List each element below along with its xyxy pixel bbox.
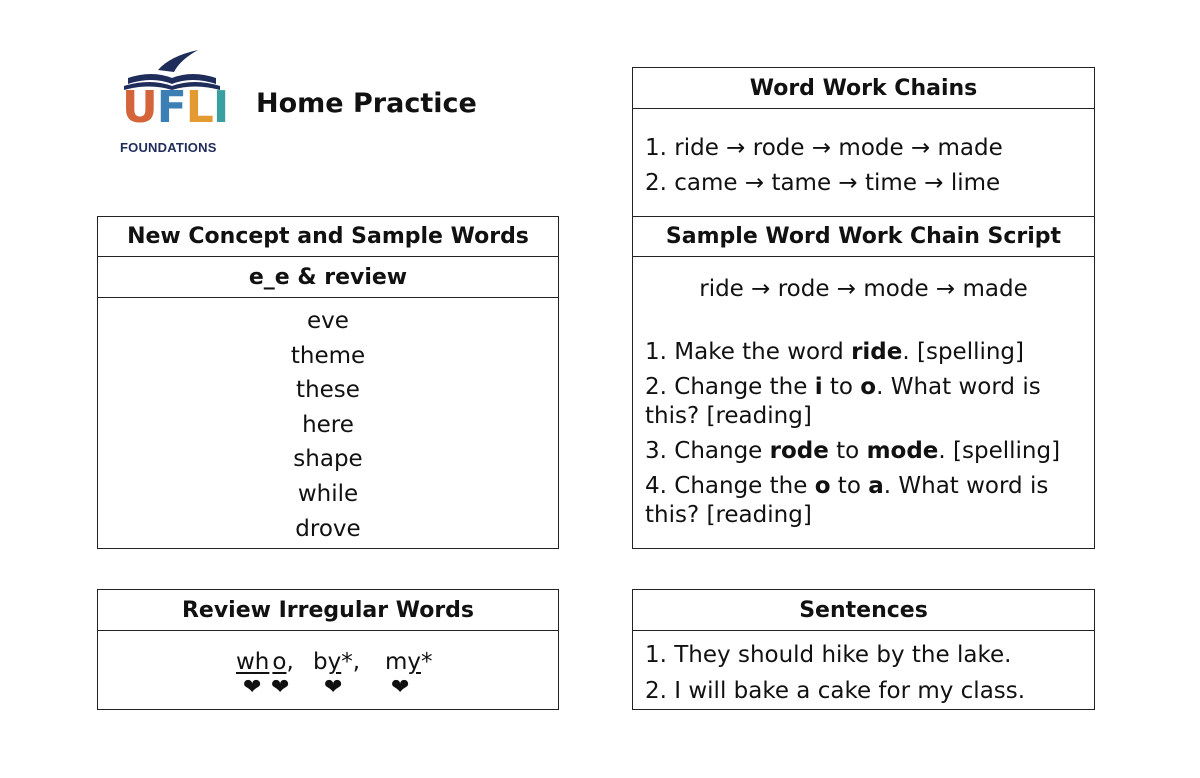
chain-script-header: Sample Word Work Chain Script xyxy=(633,217,1094,257)
logo-subtitle: FOUNDATIONS xyxy=(120,140,217,155)
sample-word: eve xyxy=(307,308,349,334)
new-concept-box xyxy=(97,216,559,549)
irregular-word xyxy=(313,649,360,675)
new-concept-header: New Concept and Sample Words xyxy=(98,217,558,257)
irregular-part: m xyxy=(385,649,408,675)
script-chain: ride → rode → mode → made xyxy=(699,276,1028,302)
chain-script-box xyxy=(632,216,1095,549)
logo-wordmark xyxy=(122,82,229,133)
sample-word-list xyxy=(98,298,558,546)
sentences-header: Sentences xyxy=(633,590,1094,631)
irregular-words-area xyxy=(98,631,558,709)
sample-word: while xyxy=(297,480,359,507)
sentence-list xyxy=(633,631,1094,709)
ufli-logo xyxy=(118,48,228,160)
irregular-words-box xyxy=(97,589,559,710)
logo-letter: L xyxy=(185,82,213,133)
heart-icon: ❤ xyxy=(324,675,343,700)
irregular-part: *, xyxy=(341,649,361,675)
sample-word: theme xyxy=(290,342,366,369)
irregular-part: y xyxy=(327,649,342,675)
irregular-part: wh xyxy=(236,649,270,675)
concept-subheader: e_e & review xyxy=(98,257,558,298)
word-work-chains-header: Word Work Chains xyxy=(633,68,1094,109)
irregular-part: * xyxy=(421,649,433,675)
script-step: 3. Change rode to mode. [spelling] xyxy=(645,438,1061,464)
script-step: 2. Change the i to o. What word is this? [reading] xyxy=(645,374,1041,429)
script-step: 4. Change the o to a. What word is this? [reading] xyxy=(645,473,1049,528)
irregular-words-header: Review Irregular Words xyxy=(98,590,558,631)
logo-letter: I xyxy=(212,82,229,133)
logo-letter: U xyxy=(122,82,157,133)
word-work-chains-box xyxy=(632,67,1095,217)
sample-word: drove xyxy=(295,515,361,542)
irregular-word xyxy=(236,649,294,675)
sample-word: shape xyxy=(293,446,363,473)
irregular-part: y xyxy=(407,649,422,675)
sentences-box xyxy=(632,589,1095,710)
irregular-part: b xyxy=(313,649,328,675)
irregular-part: o xyxy=(272,649,287,675)
script-step: 1. Make the word ride. [spelling] xyxy=(645,339,1025,365)
heart-icon: ❤ xyxy=(271,675,290,700)
irregular-word xyxy=(385,649,433,675)
sample-word: here xyxy=(302,411,354,438)
chain-item: 2. came → tame → time → lime xyxy=(645,170,1001,196)
irregular-part: , xyxy=(286,649,294,675)
script-steps xyxy=(633,306,1094,530)
logo-letter: F xyxy=(156,82,186,133)
sentence-item: 2. I will bake a cake for my class. xyxy=(645,678,1026,704)
chain-item: 1. ride → rode → mode → made xyxy=(645,135,1003,161)
sentence-item: 1. They should hike by the lake. xyxy=(645,642,1012,668)
sample-word: these xyxy=(296,377,360,404)
page-title: Home Practice xyxy=(256,88,477,119)
chain-list xyxy=(633,109,1094,201)
heart-icon: ❤ xyxy=(243,675,262,700)
heart-icon: ❤ xyxy=(391,675,410,700)
